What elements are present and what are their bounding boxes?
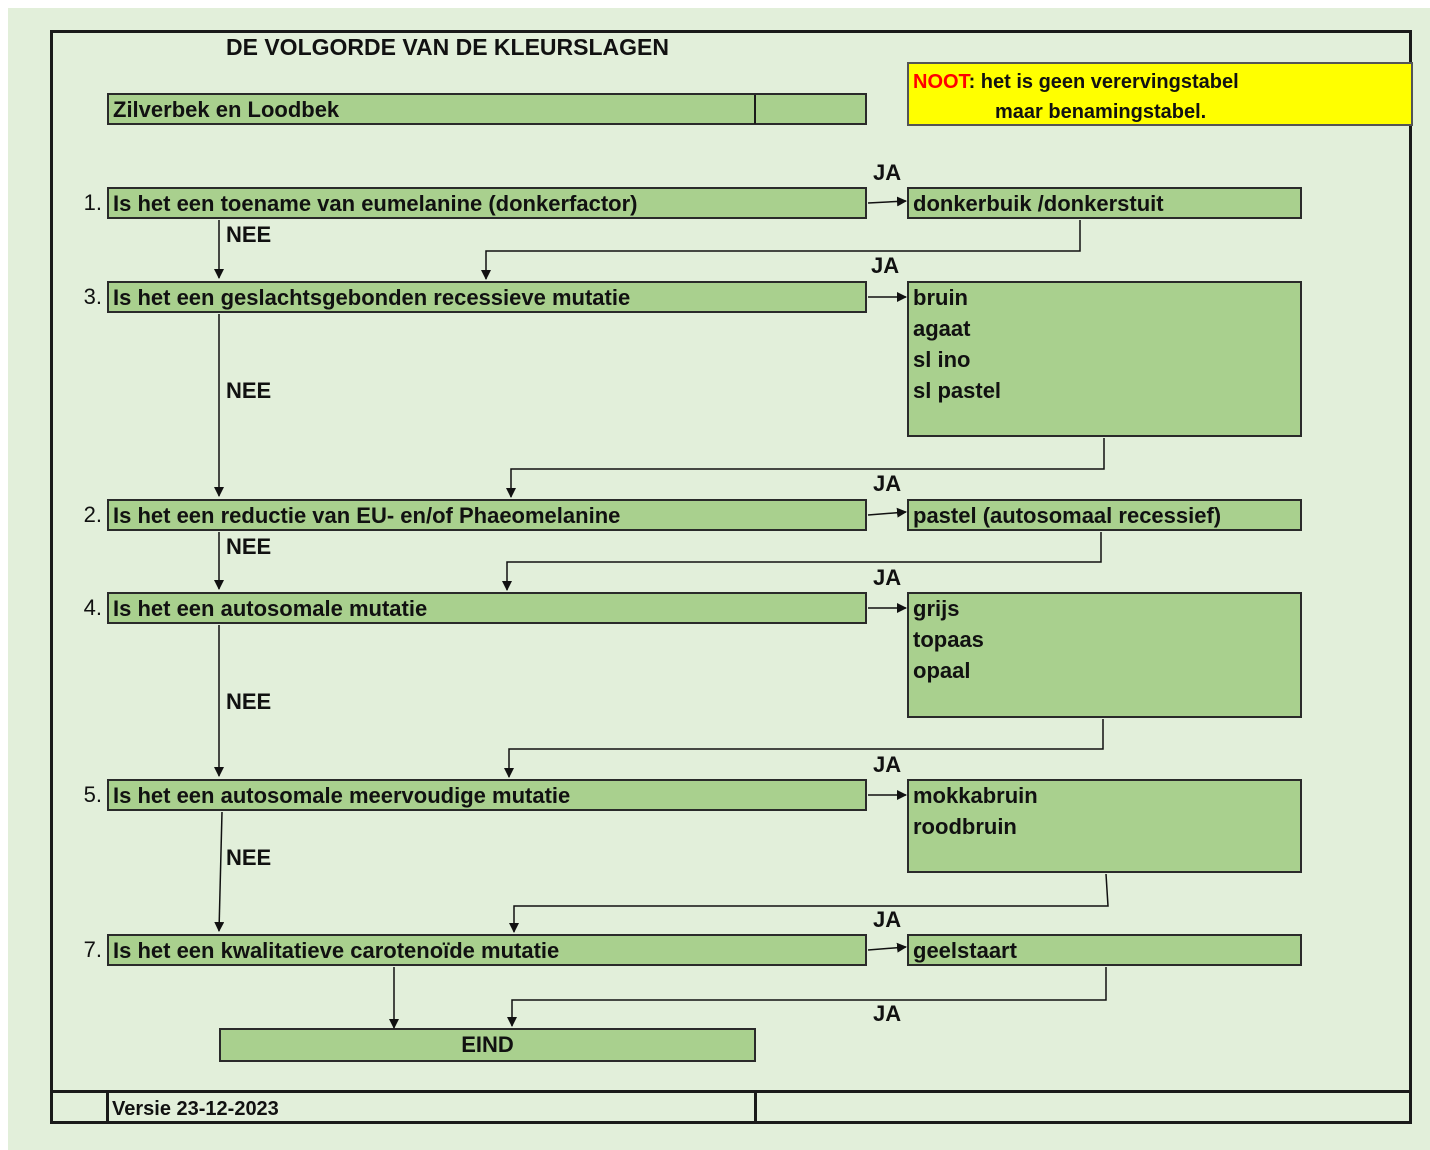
return-connector [509,719,1103,777]
question-label: Is het een reductie van EU- en/of Phaeomelanine [113,503,621,528]
no-label: NEE [226,534,272,559]
step-number: 5. [83,782,102,807]
question-label: Is het een geslachtsgebonden recessieve mutatie [113,285,631,310]
result-item: geelstaart [913,938,1017,963]
result-item: sl pastel [913,378,1002,403]
result-item: agaat [913,316,971,341]
yes-label: JA [873,907,902,932]
result-item: opaal [913,658,971,683]
step-number: 2. [83,502,102,527]
step-number: 7. [83,937,102,962]
step-number: 1. [83,190,102,215]
note-line1: : het is geen vererving [968,71,1181,93]
note-line2: maar benamingstabel. [995,101,1207,123]
version-label: Versie 23-12-2023 [112,1098,279,1120]
step-number: 4. [83,595,102,620]
yes-label: JA [873,565,902,590]
result-item: grijs [913,596,960,621]
return-connector [511,438,1104,497]
step-number: 3. [83,284,102,309]
result-item: pastel (autosomaal recessief) [913,503,1222,528]
return-connector [486,220,1080,279]
no-label: NEE [226,378,272,403]
page-title: DE VOLGORDE VAN DE KLEURSLAGEN [226,34,669,60]
yes-arrow [868,512,906,515]
yes-label: JA [873,471,902,496]
yes-arrow [868,947,906,950]
question-label: Is het een autosomale meervoudige mutatie [113,783,571,808]
return-connector [514,874,1108,932]
question-label: Is het een autosomale mutatie [113,596,428,621]
question-label: Is het een kwalitatieve carotenoïde mutatie [113,938,560,963]
return-connector [507,532,1101,590]
result-item: donkerbuik /donkerstuit [913,191,1164,216]
subject-label: Zilverbek en Loodbek [113,97,340,122]
yes-label: JA [873,160,902,185]
yes-arrow [868,201,906,203]
result-item: topaas [913,627,984,652]
end-label: EIND [461,1032,514,1057]
yes-label: JA [873,752,902,777]
question-label: Is het een toename van eumelanine (donkerfactor) [113,191,638,216]
yes-label: JA [871,253,900,278]
no-label: NEE [226,845,272,870]
result-item: sl ino [913,347,971,372]
return-connector [512,967,1106,1026]
no-label: NEE [226,689,272,714]
yes-label: JA [873,1001,902,1026]
result-item: bruin [913,285,968,310]
result-item: roodbruin [913,814,1017,839]
note-line1-end: stabel [1180,71,1239,93]
result-item: mokkabruin [913,783,1038,808]
no-label: NEE [226,222,272,247]
note-prefix: NOOT [913,71,969,93]
no-arrow [219,812,222,931]
